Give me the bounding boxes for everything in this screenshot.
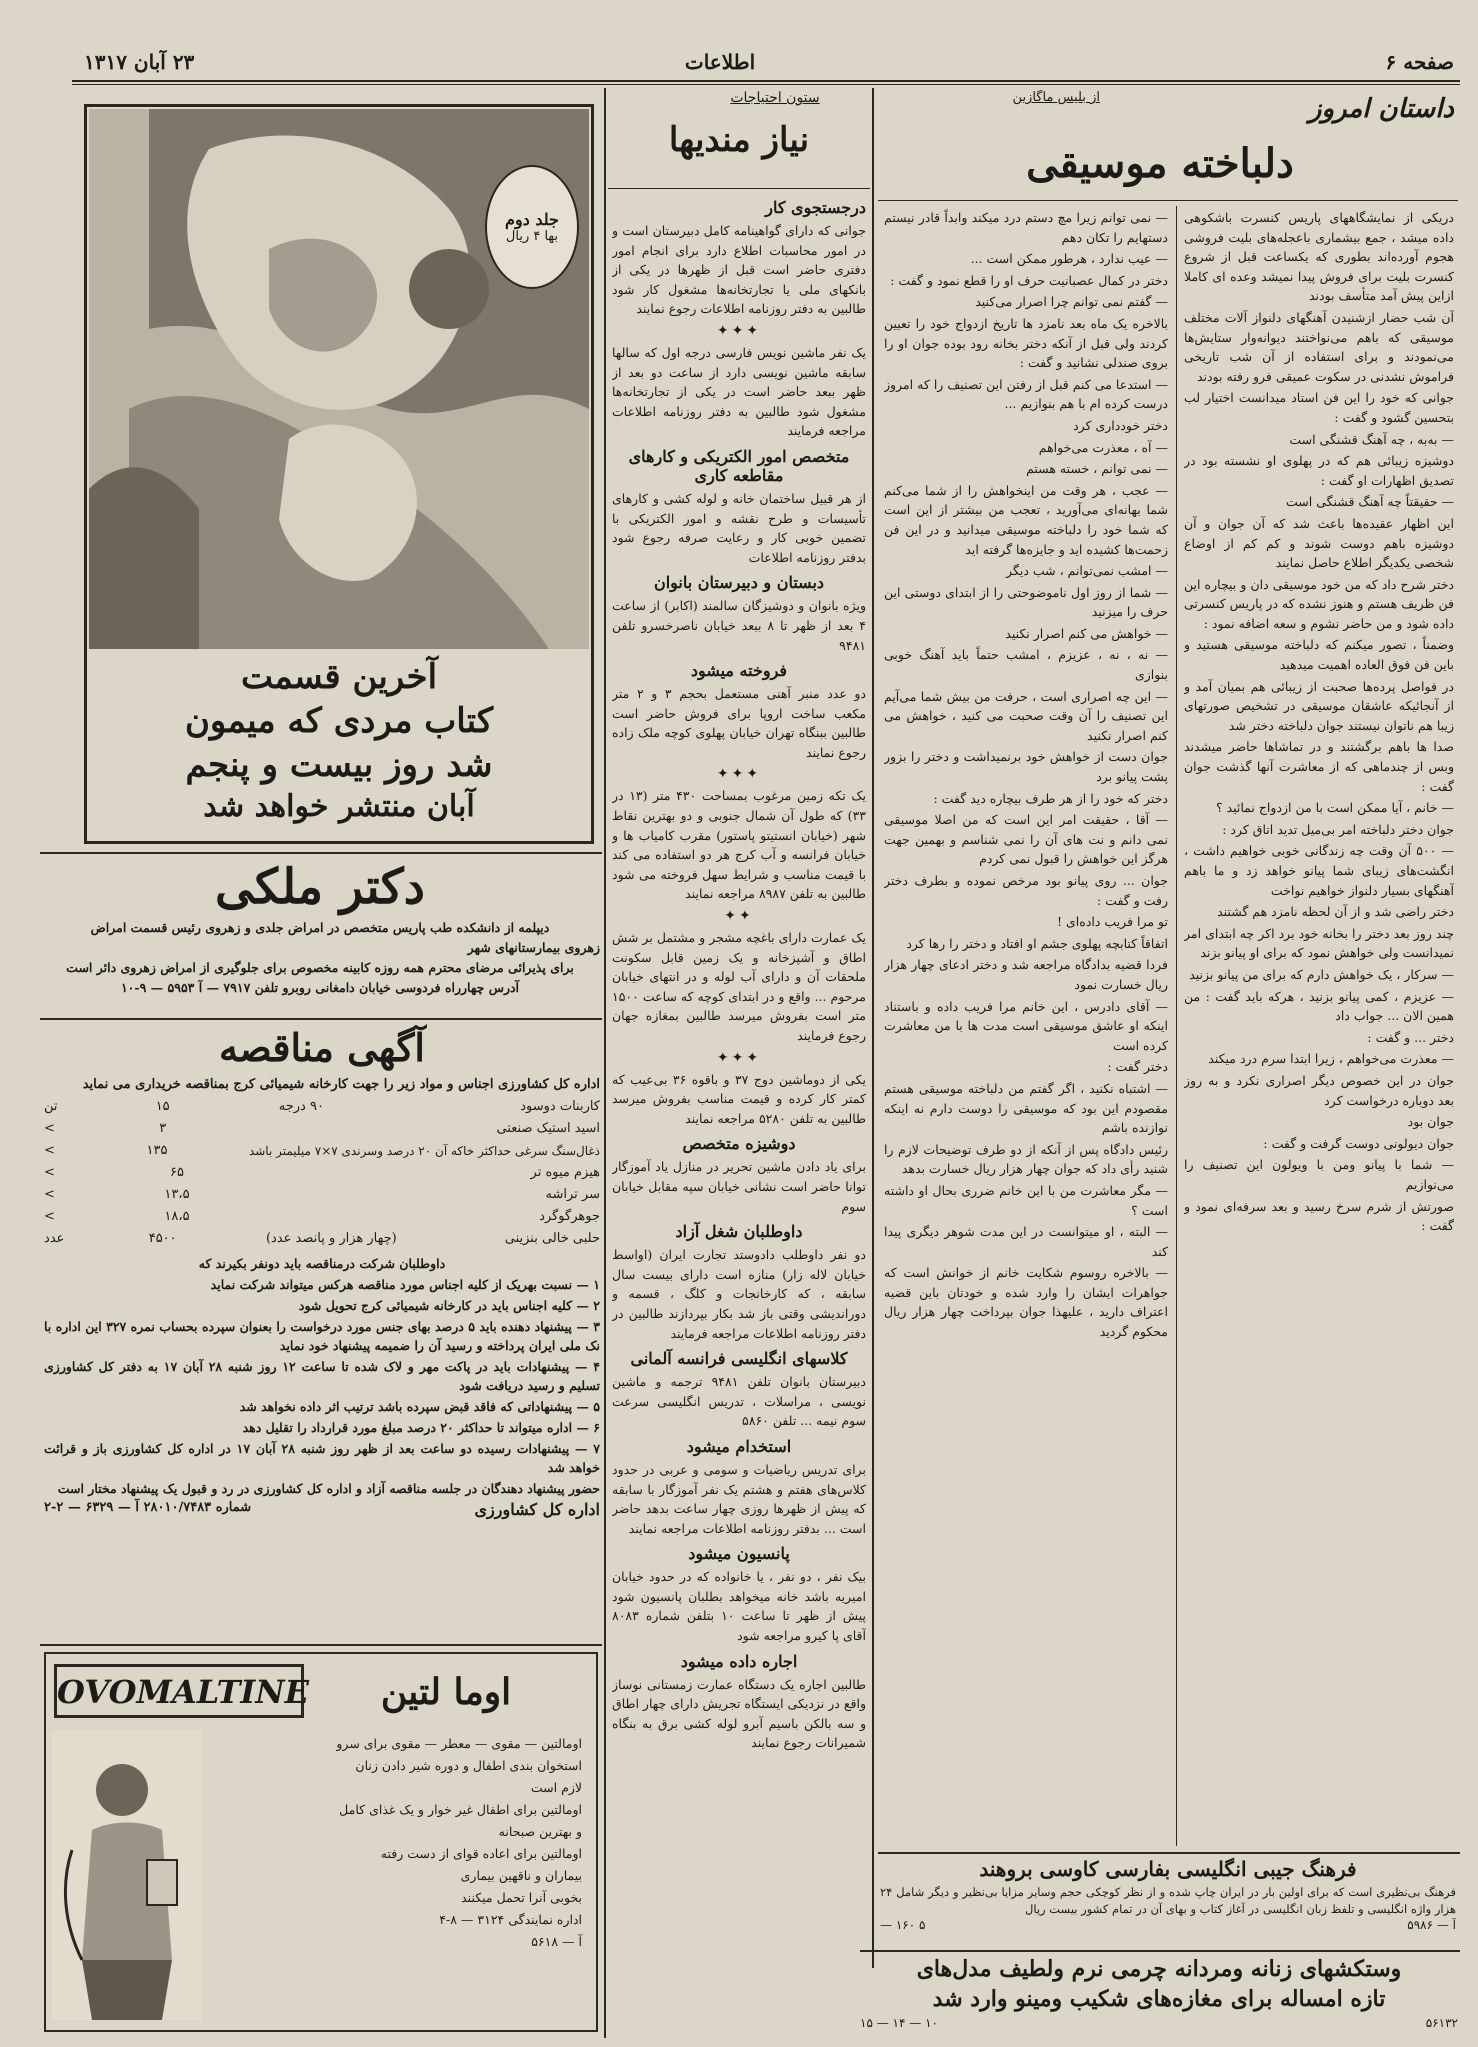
doctor-ad [40,856,600,1014]
shoe-ad [860,1954,1458,2040]
tender-ref: شماره ۲۸۰۱۰/۷۴۸۳ آ — ۶۳۲۹ — ۲-۲ [44,1500,252,1515]
classified-heading: دبستان و دبیرستان بانوان [653,573,825,593]
tender-item-row [44,1206,600,1228]
story-paragraph: رئیس دادگاه پس از آنکه از دو طرف توضیحات لازم را شنید رأی داد که جوان چهار هزار ریال خسارت بدهد [884,1141,1168,1177]
story-paragraph: — البته ، او میتوانست در این مدت شوهر دیگری پیدا کند [884,1224,1168,1259]
story-paragraph: دختر که خود را از هر طرف بیچاره دید گفت : [933,790,1168,806]
tender-item-name: جوهرگوگرد [539,1209,600,1224]
classified-text: جوانی که دارای گواهینامه کامل دبیرستان است و در امور محاسبات اطلاع دارد برای انجام امور دفتری حاضر است قبل از ظهرها در یکی از بانکهای ملی یا تجارتخانه‌ها مشغول کار شود طالبین به دفتر روزنامه اطلاعات رجوع نمایند [612,223,866,317]
issue-date: ۲۳ آبان ۱۳۱۷ [84,50,195,74]
ornament-icon: ✦✦ [724,908,754,925]
story-paragraph: دختر ... و گفت : [1367,1029,1454,1045]
ovomaltine-line: لازم است [530,1780,582,1795]
tender-item-unit: > [44,1143,55,1158]
tender-item-qty: ۳ [159,1121,167,1136]
ovomaltine-top-rule [40,1644,602,1646]
ovomaltine-line: استخوان بندی اطفال و دوره شیر دادن زنان [355,1758,582,1773]
story-paragraph: بالاخره یک ماه بعد نامزد ها تاریخ ازدواج خود را تعیین کردند ولی قبل از آنکه دختر بخانه رود بوده جوان او را بروی صندلی نشانید و گفت : [884,315,1168,371]
header-rule [72,80,1460,82]
story-paragraph: — عزیزم ، کمی پیانو بزنید ، هرکه باید گفت : من همین الان ... جواب داد [1184,988,1454,1024]
ovomaltine-line: اومالتین — مقوی — معطر — مقوی برای سرو [336,1736,582,1751]
ovomaltine-illustration [52,1730,202,2020]
tender-item-unit: > [44,1209,55,1224]
story-paragraph: — استدعا می کنم قبل از رفتن این تصنیف را که امروز درست کرده ام با هم بنوازیم ... [884,376,1168,412]
story-paragraph: — سرکار ، یک خواهش دارم که برای من پیانو بزنید [1189,966,1454,982]
story-paragraph: — گفتم نمی توانم چرا اصرار می‌کنید [975,294,1168,310]
dictionary-ad-title: فرهنگ جیبی انگلیسی بفارسی کاوسی بروهند [979,1857,1357,1881]
story-paragraph: — آقای دادرس ، این خانم مرا فریب داده و باستناد اینکه او عاشق موسیقی است مدت ها با من معاشرت کرده است [884,998,1168,1053]
classified-text: بیک نفر ، دو نفر ، یا خانواده که در حدود خیابان امیریه باشد خانه میخواهد بطلبان پانسیون شود پیش از ظهر تا ساعت ۱۰ بتلفن شماره ۸۰۸۳ آقای پا کیرو مراجعه شود [612,1569,866,1644]
tender-condition: ۲ — کلیه اجناس باید در کارخانه شیمیائی کرج تحویل شود [298,1298,600,1313]
story-paragraph: در فواصل پرده‌ها صحبت از زیبائی هم بمیان آمد و از آنجائیکه عاشقان موسیقی در تشخیص صورتهای زیبا هم ناتوان نیستند جوان دلباخته دختر شد [1184,678,1454,733]
shoe-ad-line-1: وستکشهای زنانه ومردانه چرمی نرم ولطیف مدل‌های [916,1956,1402,1982]
ovomaltine-phone: آ — ۵۶۱۸ [531,1934,582,1949]
story-paragraph: جوانی که خود را این فن استاد میدانست اختیار لب بتحسین گشود و گفت : [1184,390,1454,425]
classified-text: برای یاد دادن ماشین تحریر در منازل یاد آموزگار توانا حاضر است نشانی خیابان سپه مقابل خیابان سوم [612,1159,866,1214]
tender-item-unit: تن [44,1099,58,1114]
doctor-ad-line-2: زهروی بیمارستانهای شهر [467,940,600,955]
tender-condition: ۴ — پیشنهادات باید در پاکت مهر و لاک شده تا ساعت ۱۲ روز شنبه ۲۸ آبان ۱۷ به دفتر کل کشاورزی تسلیم و رسید دریافت شود [44,1359,600,1393]
book-price: بها ۴ ریال [505,229,559,244]
classified-heading: استخدام میشود [686,1436,792,1456]
column-divider-2 [604,88,606,2038]
story-paragraph: — اشتباه نکنید ، اگر گفتم من دلباخته موسیقی هستم مقصودم این بود که موسیقی را دوست دارم نه اینکه نوازنده باشم [884,1080,1168,1136]
story-paragraph: دختر گفت : [1107,1059,1168,1075]
tender-intro: اداره کل کشاورزی اجناس و مواد زیر را جهت کارخانه شیمیائی کرج بمناقصه خریداری می نماید [82,1077,600,1092]
tender-item-unit: > [44,1165,55,1180]
tender-item-row [44,1162,600,1184]
column-divider-1 [872,88,874,1968]
story-paragraph: — نمی توانم زیرا مچ دستم درد میکند وابداً قادر نیستم دستهایم را تکان دهم [884,210,1168,245]
dictionary-ad-code: ۵ ۱۶۰ — [880,1918,926,1932]
story-paragraph: — حقیقتاً چه آهنگ قشنگی است [1286,494,1454,510]
story-paragraph: — عیب ندارد ، هرطور ممکن است ... [970,251,1168,267]
ovomaltine-line: اداره نمایندگی ۳۱۲۴ — ۸-۴ [439,1912,582,1927]
story-paragraph: تو مرا فریب داده‌ای ! [1057,914,1168,930]
tender-item-name: ذغال‌سنگ سرغی حداکثر خاکه آن ۲۰ درصد وسرندی ۷×۷ میلیمتر باشد [248,1144,600,1158]
story-paragraph: دختر راضی شد و از آن لحظه نامزد هم گشتند [1217,904,1454,920]
story-paragraph: دریکی از نمایشگاههای پاریس کنسرت باشکوهی داده میشد ، جمع بیشماری باعجله‌های بلیت فروشی هجوم آورده‌اند بطوری که یکساعت قبل از شروع کنسرت بلیت برای فروش پیدا نمیشد وعده ای کاملا ازاین پیش آمد متأسف بودند [1184,210,1454,304]
story-paragraph: — نمی توانم ، خسته هستم [1026,461,1168,477]
tender-signature: اداره کل کشاورزی [474,1500,600,1519]
story-title-rule [878,200,1458,201]
tender-item-qty: ۱۳،۵ [164,1187,190,1202]
ovomaltine-line: اومالتین برای اعاده قوای از دست رفته [380,1846,582,1861]
story-col-divider [1176,206,1177,1846]
classified-text: یک تکه زمین مرغوب بمساحت ۴۳۰ متر (۱۳ در ۳۳) که طول آن شمال جنوبی و دو بهترین نقاط شهر (خیابان انستیتو پاستور) مقرب کامیاب ها و خیابان فرانسه و آب کرج هر دو استفاده می کند با قیمت مناسب و شرایط سهل فروخته می شود طالبین به تلفن ۸۹۸۷ مراجعه نمایند [612,788,866,902]
shoe-ad-code: ۱۰ — ۱۴ — ۱۵ [860,2016,938,2030]
story-paragraph: این اظهار عقیده‌ها باعث شد که آن جوان و آن دوشیزه باهم دوست شوند و کم کم از اوضاع شخصی یکدیگر اطلاع حاصل نمایند [1184,515,1454,571]
tender-ad [44,1022,600,1638]
story-paragraph: دختر خودداری کرد [1073,417,1168,433]
story-paragraph: — آه ، معذرت می‌خواهم [1038,439,1168,455]
tender-item-row [44,1118,600,1140]
story-paragraph: — خواهش می کنم اصرار نکنید [1005,625,1168,641]
classified-text: دبیرستان بانوان تلفن ۹۴۸۱ ترجمه و ماشین نویسی ، مراسلات ، تدریس انگلیسی سرعت سوم نیمه ... تلفن ۵۸۶۰ [612,1374,866,1429]
story-paragraph: صورتش از شرم سرخ رسید و بعد سرفه‌ای نمود و گفت : [1184,1198,1454,1234]
classified-text: طالبین اجاره یک دستگاه عمارت زمستانی نوساز واقع در نزدیکی ایستگاه تجریش دارای چهار اطاق و سه بالکن باسیم آبرو لوله کشی برق به بنگاه شمیرانات رجوع نمایند [612,1676,866,1751]
doctor-name: دکتر ملکی [214,859,426,915]
story-paragraph: چند روز بعد دختر را بخانه خود برد اکر چه ابتدای امر نمیدانست ولی خواهش نمود که برای او پیانو بزند [1184,925,1454,961]
tender-item-name: اسید استیک صنعتی [496,1121,600,1136]
dictionary-ad-top-rule [878,1852,1460,1854]
classified-text: از هر قبیل ساختمان خانه و لوله کشی و کارهای تأسیسات و طرح نقشه و امور الکتریکی با تضمین خوبی کار و رعایت صرفه رجوع شود بدفتر روزنامه اطلاعات [612,490,866,565]
tender-item-row [44,1096,600,1118]
tender-item-name: حلبی خالی بنزینی [504,1231,600,1246]
classified-heading: کلاسهای انگلیسی فرانسه آلمانی [630,1349,848,1369]
story-paragraph: — شما از روز اول ناموضوحتی را از ابتدای دوستی این حرف را میزنید [884,584,1168,620]
ovomaltine-ad [44,1652,598,2032]
tender-item-unit: عدد [44,1231,65,1246]
tender-item-row [44,1228,600,1250]
page-number: صفحه ۶ [1385,50,1454,74]
story-paragraph: صدا ها باهم برگشتند و در تماشاها حاضر میشدند وبس از چندماهی که از معاشرت آنها گذشت جوان گفت : [1184,739,1454,794]
story-paragraph: جوان دست از خواهش خود برنمیداشت و دختر را بزور پشت پیانو برد [884,749,1168,785]
story-paragraph: — نه ، نه ، عزیزم ، امشب حتماً باید آهنگ خوبی بنوازی [884,647,1168,683]
classified-heading: متخصص امور الکتریکی و کارهای مقاطعه کاری [628,446,850,485]
ovomaltine-logo: OVOMALTINE [54,1664,304,1718]
book-ad-line-1: آخرین قسمت [240,657,438,697]
classified-text: برای تدریس ریاضیات و سومی و عربی در حدود کلاس‌های هفتم و هشتم یک نفر آموزگار با سابقه که پیش از ظهرها روزی چهار ساعت بدهد حاضر است ... بدفتر روزنامه اطلاعات مراجعه نمایند [612,1461,866,1536]
tender-item-name: کاربنات دوسود [520,1099,600,1114]
doctor-ad-address: آدرس چهارراه فردوسی خیابان دامغانی روبرو تلفن ۷۹۱۷ — آ ۵۹۵۳ — ۹-۱۰ [120,980,520,995]
book-volume-badge [485,165,579,289]
classifieds-title: نیاز مندیها [668,120,810,160]
tender-condition: داوطلبان شرکت درمناقصه باید دونفر بکیرند که [198,1256,446,1271]
tender-item-spec: (چهار هزار و پانصد عدد) [265,1231,397,1246]
book-ad-text [87,655,591,827]
classified-text: ویژه بانوان و دوشیزگان سالمند (اکابر) از ساعت ۴ بعد از ظهر تا ۸ ببعد خیابان ناصرخسرو تلفن ۹۴۸۱ [612,598,866,653]
ornament-icon: ✦✦✦ [716,322,762,339]
dictionary-ad-phone: آ — ۵۹۸۶ [1407,1918,1456,1932]
classified-heading: داوطلبان شغل آزاد [675,1222,803,1242]
book-ad [84,104,594,844]
tender-condition: ۳ — پیشنهاد دهنده باید ۵ درصد بهای جنس مورد درخواست را بعنوان سپرده بحساب نمره ۳۲۷ این اداره با نک ملی ایران پرداخته و رسید آن را ضمیمه پیشنهاد خود نماید [44,1319,600,1353]
ovomaltine-line: و بهترین صبحانه [498,1824,582,1839]
tender-title: آگهی مناقصه [219,1025,425,1070]
tender-condition: حضور پیشنهاد دهندگان در جلسه مناقصه آزاد و اداره کل کشاورزی در رد و قبول یک پیشنهاد مختار است [57,1481,600,1496]
classified-text: یک نفر ماشین نویس فارسی درجه اول که سالها سابقه ماشین نویسی دارد از ساعت دو بعد از ظهر ببعد حاضر است در یکی از تجارتخانه‌ها مشغول شود طالبین به دفتر روزنامه اطلاعات مراجعه فرمایند [612,344,866,439]
classified-text: دو نفر داوطلب دادوستد تجارت ایران (اواسط خیابان لاله زار) منازه است دارای بیست سال سابقه ، که کارخانجات و کلگ ، قسمه و دوراندیشی وقتی باز شد بکار بپردازند طالبین در دفتر روزنامه اطلاعات مراجعه فرمایند [612,1247,866,1341]
classified-heading: دوشیزه متخصص [682,1134,796,1154]
story-paragraph: — آقا ، حقیقت امر این است که من اصلا موسیقی نمی دانم و نت های آن را نمی شناسم و بهمین جهت هرگز این خواهش را قبول نمی کردم [884,812,1168,867]
book-ad-line-4: آبان منتشر خواهد شد [203,789,475,824]
story-paragraph: — بالاخره روسوم شکایت خانم از خوانش است که جواهرات ایشان را وارد شده و خودتان باین قضیه اعتراف دارید ، علیهذا جوان بپرداخت چهار هزار ریال محکوم گردید [884,1265,1168,1340]
dictionary-ad-text: فرهنگ بی‌نظیری است که برای اولین بار در ایران چاپ شده و از نظر کوچکی حجم وسایر مزایا بی‌نظیر و دیگر شامل ۲۴ هزار واژه انگلیسی و تلفظ زبان انگلیسی در آغاز کتاب و بهای آن در تمام کشور بیست ریال [880,1885,1456,1916]
classifieds-title-rule [608,188,870,189]
tender-condition: ۱ — نسبت بهریک از کلیه اجناس مورد مناقصه هرکس میتواند شرکت نماید [210,1277,600,1292]
doctor-ad-line-3: برای پذیرائی مرضای محترم همه روزه کابینه مخصوص برای جلوگیری از امراض زهروی دائر است [66,960,574,975]
book-volume: جلد دوم [505,210,559,229]
story-paragraph: جوان در این خصوص دیگر اصراری نکرد و به روز بعد دوباره درخواست کرد [1184,1072,1454,1108]
story-column-1 [1184,208,1454,1848]
tender-item-unit: > [44,1121,55,1136]
tender-item-unit: > [44,1187,55,1202]
story-paragraph: — معذرت می‌خواهم ، زیرا ابتدا سرم درد میکند [1208,1051,1454,1067]
tender-top-rule [40,1018,602,1020]
tender-item-row [44,1140,600,1162]
story-paragraph: دختر در کمال عصبانیت حرف او را قطع نمود و گفت : [890,272,1168,288]
tender-item-qty: ۶۵ [170,1165,184,1180]
classified-heading: اجاره داده میشود [680,1651,798,1671]
story-paragraph: جوان بود [1407,1114,1454,1130]
shoe-ad-line-2: تازه امساله برای مغازه‌های شکیب ومینو وارد شد [932,1986,1386,2012]
tender-item-qty: ۱۳۵ [146,1143,168,1158]
shoe-ad-top-rule [860,1950,1460,1952]
story-paragraph: — مگر معاشرت من با این خانم ضرری بحال او داشته است ؟ [884,1182,1168,1218]
story-paragraph: — امشب نمی‌توانم ، شب دیگر [1006,563,1168,579]
book-ad-line-3: شد روز بیست و پنجم [185,745,493,785]
story-paragraph: جوان ... روی پیانو بود مرخص نموده و بطرف دختر رفت و گفت : [884,873,1168,908]
classifieds-column [612,192,866,2032]
ovomaltine-text [212,1734,582,1954]
story-paragraph: وضمناً ، تصور میکنم که دلباخته موسیقی هستید و باین فن فوق العاده اهمیت میدهید [1184,637,1454,673]
ovomaltine-line: اومالتین برای اطفال غیر خوار و یک غذای کامل [339,1802,582,1817]
shoe-ad-phone: ۵۶۱۳۲ [1425,2016,1458,2030]
story-paragraph: — شما با پیانو ومن با ویولون این تصنیف را می‌نوازیم [1184,1157,1454,1192]
dictionary-ad [880,1856,1456,1948]
story-paragraph: آن شب حضار ازشنیدن آهنگهای دلنواز آلات مختلف موسیقی که باهم می‌نواختند دیوانه‌وار ستایش‌ها می‌نمودند و برای استفاده از آن شب تاریخی فراموش نشدنی در سکوت عمیقی فرو رفته بودند [1184,309,1454,384]
tender-item-name: سر تراشه [545,1187,600,1202]
header-rule-2 [72,84,1460,85]
tender-item-qty: ۱۸،۵ [164,1209,190,1224]
story-paragraph: — این چه اصراری است ، حرفت من بیش شما می‌آیم این تصنیف را آن وقت صحبت می کنید ، خواهش می کنم اصرار نکنید [884,688,1168,743]
story-paragraph: — ۵۰۰ آن وقت چه زندگانی خوبی خواهیم داشت ، انگشت‌های زیبای شما پیانو خواهد زد و ما باهم آهنگهای بسیار دلنواز خواهیم نواخت [1184,843,1454,898]
classifieds-section-label: ستون احتیاجات [730,90,820,106]
story-paragraph: جوان دختر دلباخته امر بی‌میل تدید اتاق کرد : [1222,821,1454,837]
tender-conditions [44,1254,600,1498]
story-paragraph: — عجب ، هر وقت من اینخواهش را از شما می‌کنم شما بهانه‌ای می‌آورید ، تعجب من بیشتر از این است که شما خود را دلباخته موسیقی میدانید و در این فن زحمت‌ها کشیده اید و جایزه‌ها گرفته اید [884,482,1168,557]
paper-name: اطلاعات [684,50,756,74]
tender-item-spec [231,1118,371,1140]
tender-item-qty: ۴۵۰۰ [148,1231,177,1246]
story-paragraph: فردا قضیه بدادگاه مراجعه شد و دختر ادعای چهار هزار ریال خسارت نمود [884,957,1168,992]
ovomaltine-line: بیماران و ناقهین بیماری [460,1868,582,1883]
classified-text: دو عدد منبر آهنی مستعمل بحجم ۳ و ۲ متر مکعب ساخت اروپا برای فروش حاضر است طالبین ببنگاه تهران خیابان پهلوی کوچه ملک زاده رجوع نمایند [612,686,866,760]
classified-heading: پانسیون میشود [688,1544,790,1564]
classified-text: یک عمارت دارای باغچه مشجر و مشتمل بر شش اطاق و آشپزخانه و یک زمین قابل سکونت ملحقات آن و دارای آب لوله و در انتهای خیابان مرحوم ... واقع و در ابتدای کوچه که ساعت ۱۵۰۰ متر است بفروش میرسد طالبین بمغازه جهان رجوع فرمایند [612,930,866,1043]
tender-item-qty: ۱۵ [155,1099,170,1114]
story-paragraph: دوشیزه زیبائی هم که در پهلوی او نشسته بود در تصدیق اظهارات او گفت : [1184,453,1454,488]
story-paragraph: — به‌به ، چه آهنگ قشنگی است [1289,431,1454,447]
tender-condition: ۶ — اداره میتواند تا حداکثر ۲۰ درصد مبلغ مورد قرارداد را تقلیل دهد [242,1420,600,1435]
tender-item-row [44,1184,600,1206]
story-paragraph: — خانم ، آیا ممکن است با من ازدواج نمائید ؟ [1215,800,1454,816]
ornament-icon: ✦✦✦ [716,766,762,783]
tender-item-name: هیزم میوه تر [530,1165,600,1180]
story-title: دلباخته موسیقی [1026,140,1294,187]
story-paragraph: اتفاقاً کتابچه پهلوی جشم او افتاد و دختر را رها کرد [906,935,1168,951]
tender-condition: ۷ — پیشنهادات رسیده دو ساعت بعد از ظهر روز شنبه ۲۸ آبان ۱۷ در اداره کل کشاورزی باز و قرائت خواهد شد [44,1441,600,1475]
classified-text: یکی از دوماشین دوج ۳۷ و باقوه ۳۶ بی‌عیب که کمتر کار کرده و قیمت مناسب بفروش میرسد طالبین به تلفن ۵۲۸۰ مراجعه نمایند [612,1071,866,1126]
ovomaltine-line: بخوبی آنرا تحمل میکنند [461,1890,582,1905]
classified-heading: فروخته میشود [690,661,788,681]
doctor-ad-line-1: دیپلمه از دانشکده طب پاریس متخصص در امراض جلدی و زهروی رئیس قسمت امراض [90,920,550,935]
story-paragraph: دختر شرح داد که من خود موسیقی دان و بیچاره این فن ظریف هستم و هنوز نشده که در پاریس کنسرتی داده شود و من حاضر نشوم و سعه اضافه نمود : [1184,576,1454,631]
story-section-label: داستان امروز [1308,94,1454,124]
ornament-icon: ✦✦✦ [716,1049,762,1066]
tender-item-spec: ۹۰ درجه [278,1099,324,1114]
classified-heading: درجستجوی کار [765,198,866,217]
story-paragraph: جوان دیولونی دوست گرفت و گفت : [1263,1135,1454,1151]
book-ad-line-2: کتاب مردی که میمون [184,701,494,741]
doctor-ad-top-rule [40,852,602,854]
story-column-2 [884,208,1168,1848]
ovomaltine-brand-fa: اوما لتین [380,1671,512,1713]
story-source: از بلیس ماگازین [1012,90,1100,105]
tender-condition: ۵ — پیشنهاداتی که فاقد قبض سپرده باشد ترتیب اثر داده نخواهد شد [239,1399,600,1414]
